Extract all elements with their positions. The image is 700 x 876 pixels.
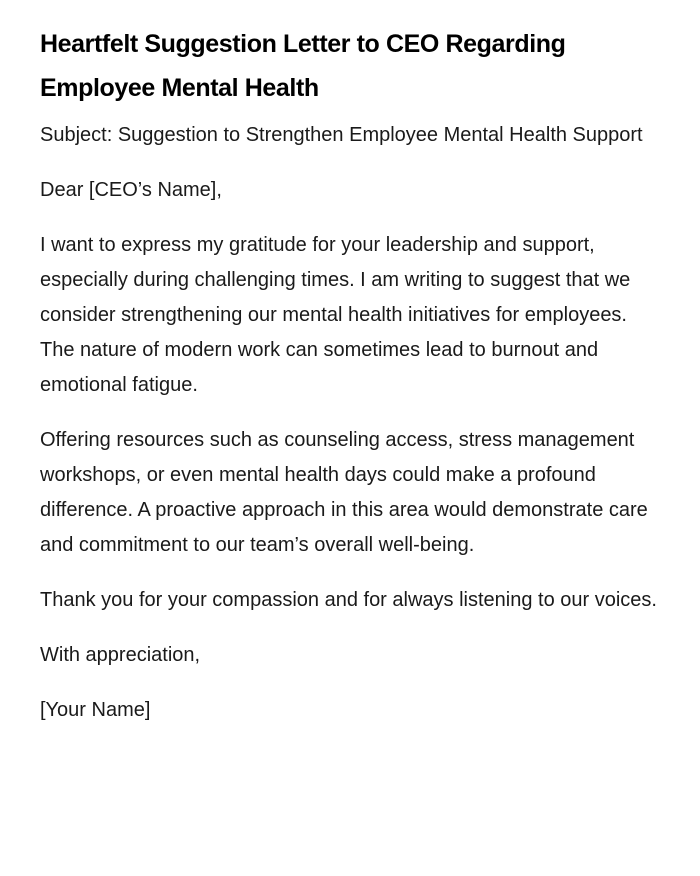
letter-salutation: Dear [CEO’s Name], (40, 179, 222, 201)
letter-title: Heartfelt Suggestion Letter to CEO Regarding Employee Mental Health (40, 30, 566, 102)
letter-paragraph-2: Offering resources such as counseling access, stress management workshops, or even mental health days could make a profound difference. A proactive approach in this area would demonstrate care and commitment to our team’s overall well-being. (40, 429, 648, 556)
letter-paragraph-3: Thank you for your compassion and for always listening to our voices. (40, 589, 657, 611)
letter-subject: Subject: Suggestion to Strengthen Employee Mental Health Support (40, 124, 643, 146)
letter-closing: With appreciation, (40, 644, 201, 666)
letter-signature: [Your Name] (40, 699, 151, 721)
letter-paragraph-1: I want to express my gratitude for your leadership and support, especially during challenging times. I am writing to suggest that we consider strengthening our mental health initiatives for employees. The nature of modern work can sometimes lead to burnout and emotional fatigue. (40, 234, 631, 396)
